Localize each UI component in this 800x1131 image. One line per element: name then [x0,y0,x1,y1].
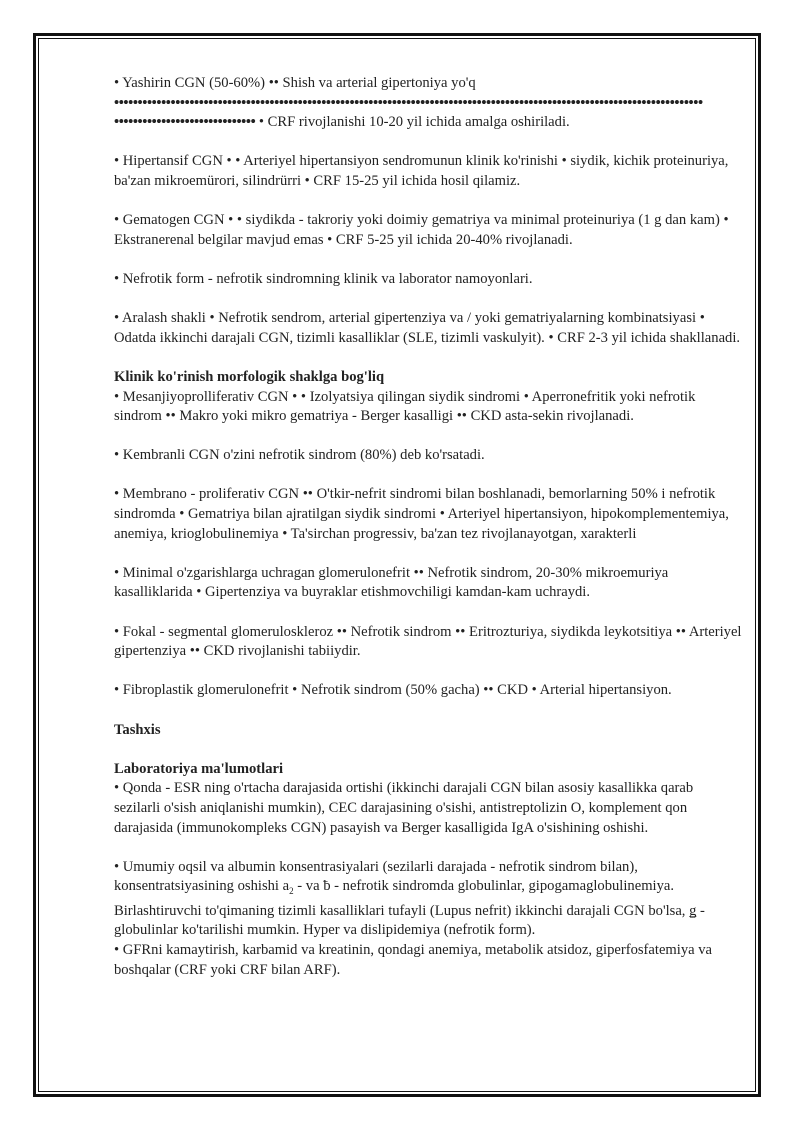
blood-findings-paragraph: • Qonda - ESR ning o'rtacha darajasida ortishi (ikkinchi darajali CGN bilan asosiy kasallikka qarab sezilarli o'sish aniqlanishi mumkin), CEC darajasining o'sishi, antistreptolizin O, komplement qon darajasida (immunokompleks CGN) pasayish va Berger kasalligida IgA o'sishining oshishi. [114,780,694,836]
membranous-cgn-paragraph: • Kembranli CGN o'zini nefrotik sindrom (80%) deb ko'rsatadi. [114,447,485,464]
nephrotic-form-paragraph: • Nefrotik form - nefrotik sindromning klinik va laborator namoyonlari. [114,270,533,287]
membranoproliferative-cgn-paragraph: • Membrano - proliferativ CGN •• O'tkir-nefrit sindromi bilan boshlanadi, bemorlarning 50% i nefrotik sindromda • Gematriya bilan ajratilgan siydik sindromi • Arteriyel hipertansiyon, hipokomplementemiya, anemiya, krioglobulinemiya • Ta'sirchan progressiv, ba'zan tez rivojlanayotgan, xarakterli [114,486,729,542]
latent-cgn-line: • Yashirin CGN (50-60%) •• Shish va arterial gipertoniya yo'q [114,75,476,91]
hypertensive-cgn-paragraph: • Hipertansif CGN • • Arteriyel hipertansiyon sendromunun klinik ko'rinishi • siydik, kichik proteinuriya, ba'zan mikroemürori, silindrürri • CRF 15-25 yil ichida hosil qilamiz. [114,153,729,189]
document-body [114,74,742,980]
dot-separator-long: ••••••••••••••••••••••••••••••••••••••••••••••••••••••••••••••••••••••••••••••••••••••••••••••••••••••••••••••••••••••••••••• [114,94,703,111]
alpha-subscript: 2 [289,886,294,897]
protein-text-part2: - va ƀ - nefrotik sindromda globulinlar, gipogamaglobulinemiya. Birlashtiruvchi to'qimaning tizimli kasalliklari tufayli (Lupus nefrit) ikkinchi darajali CGN bo'lsa, ǥ - globulinlar ko'tarilishi mumkin. Hyper va dislipidemiya (nefrotik form). [114,878,705,939]
mixed-form-paragraph: • Aralash shakli • Nefrotik sendrom, arterial gipertenziya va / yoki gematriyalarning kombinatsiyasi • Odatda ikkinchi darajali CGN, tizimli kasalliklar (SLE, tizimli vaskulyit). • CRF 2-3 yil ichida shakllanadi. [114,310,741,346]
gfr-findings-paragraph: • GFRni kamaytirish, karbamid va kreatinin, qondagi anemiya, metabolik atsidoz, giperfosfatemiya va boshqalar (CRF yoki CRF bilan ARF). [114,942,713,978]
latent-cgn-crf-line [114,113,742,133]
latent-cgn-crf-text: • CRF rivojlanishi 10-20 yil ichida amalga oshiriladi. [255,114,570,131]
diagnosis-heading: Tashxis [114,721,161,738]
fibroplastic-paragraph: • Fibroplastik glomerulonefrit • Nefrotik sindrom (50% gacha) •• CKD • Arterial hipertansiyon. [114,682,672,699]
morphology-heading: Klinik ko'rinish morfologik shaklga bog'liq [114,368,385,385]
lab-data-heading: Laboratoriya ma'lumotlari [114,760,284,777]
hematogen-cgn-paragraph: • Gematogen CGN • • siydikda - takroriy yoki doimiy gematriya va minimal proteinuriya (1 g dan kam) • Ekstranerenal belgilar mavjud emas • CRF 5-25 yil ichida 20-40% rivojlanadi. [114,212,729,248]
mesangial-cgn-paragraph: • Mesanjiyoprolliferativ CGN • • Izolyatsiya qilingan siydik sindromi • Aperronefritik yoki nefrotik sindrom •• Makro yoki mikro gematriya - Berger kasalligi •• CKD asta-sekin rivojlanadi. [114,388,696,425]
protein-text-part1: • Umumiy oqsil va albumin konsentrasiyalari (sezilarli darajada - nefrotik sindrom bilan), konsentratsiyasining oshishi a [114,858,638,895]
minimal-change-paragraph: • Minimal o'zgarishlarga uchragan glomerulonefrit •• Nefrotik sindrom, 20-30% mikroemuriya kasalliklarida • Gipertenziya va buyraklar etishmovchiligi kamdan-kam uchraydi. [114,564,669,601]
dot-separator-short: •••••••••••••••••••••••••••••• [114,114,256,131]
protein-findings-paragraph [114,858,742,941]
focal-segmental-paragraph: • Fokal - segmental glomeruloskleroz •• Nefrotik sindrom •• Eritrozturiya, siydikda leykotsitiya •• Arteriyel gipertenziya •• CKD rivojlanishi tabiiydir. [114,623,742,660]
